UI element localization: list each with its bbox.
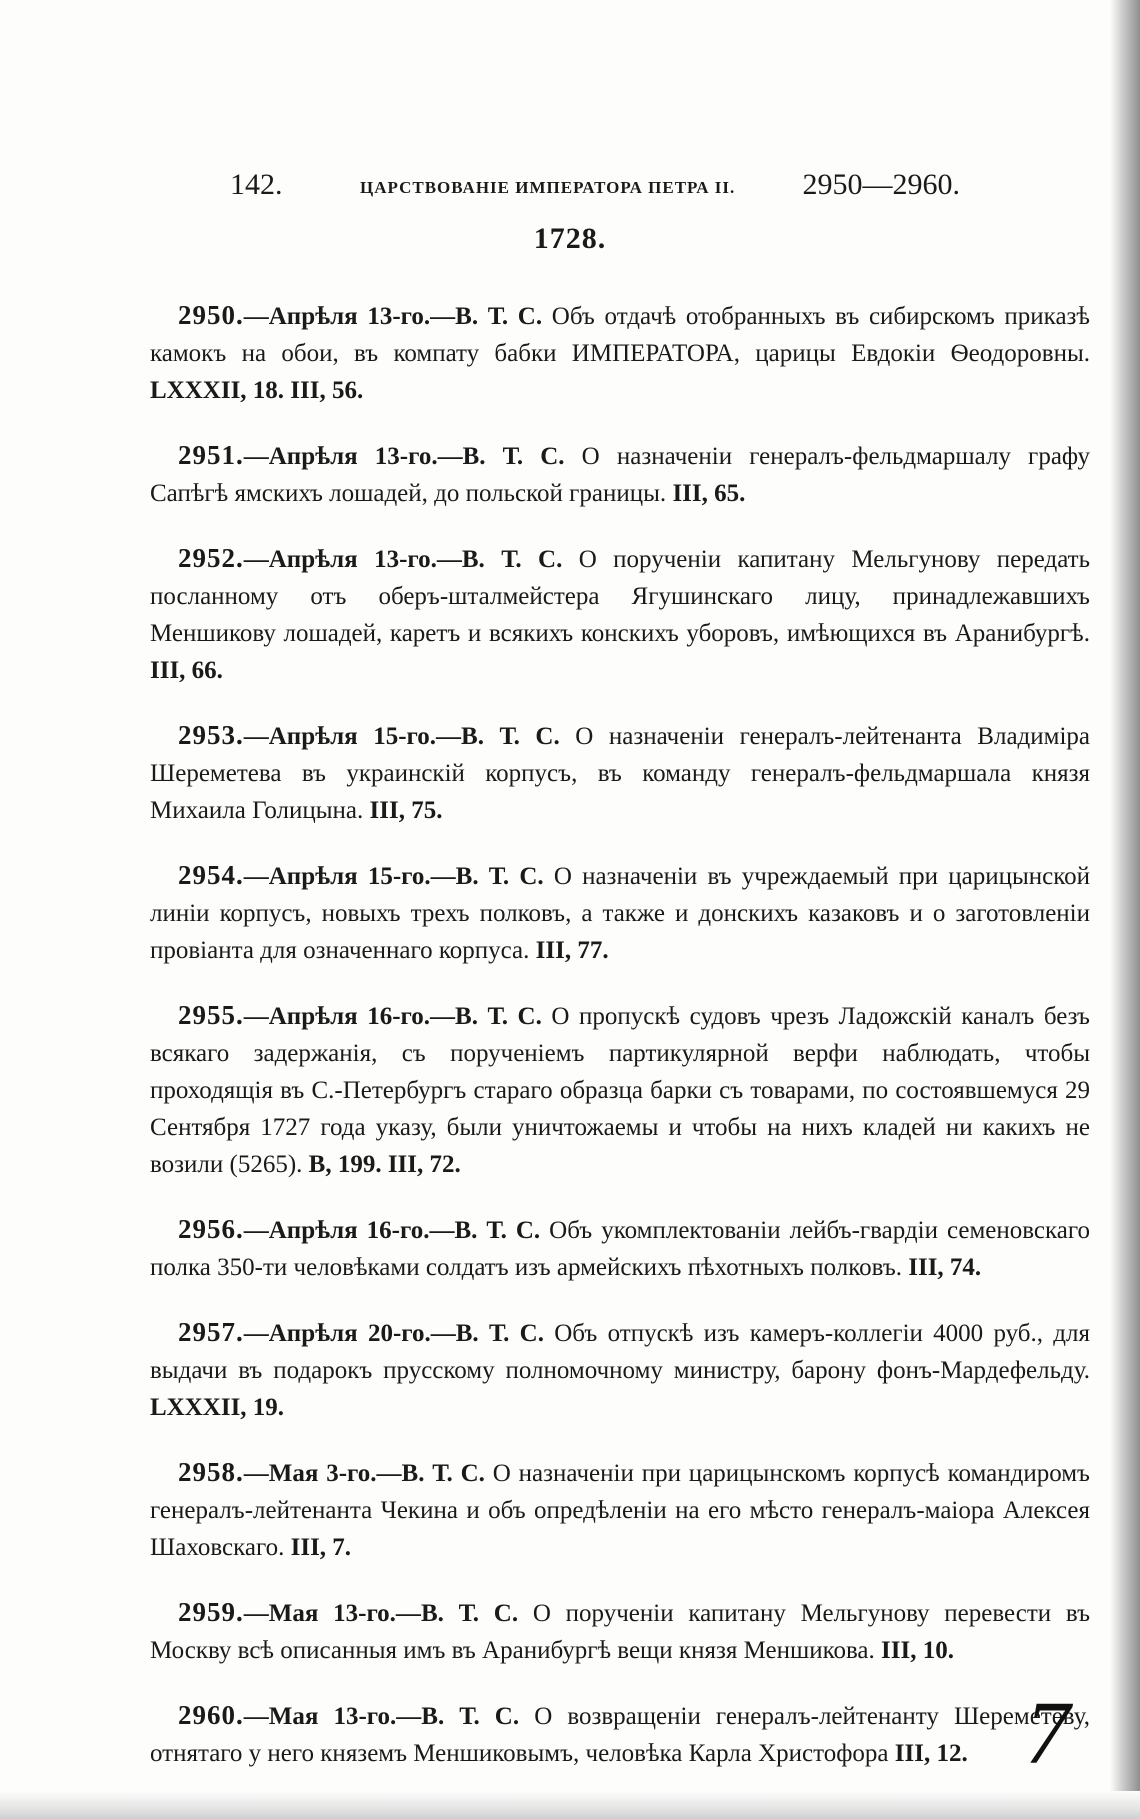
entry-2957 <box>150 1314 1090 1426</box>
entry-source: В. Т. С. <box>401 1460 485 1487</box>
entry-source: В. Т. С. <box>461 723 560 750</box>
entries-list <box>150 272 1090 1800</box>
entry-number: 2958. <box>178 1457 244 1487</box>
entry-text: О возвращеніи генералъ-лейтенанту Шереметеву, отнятаго у него княземъ Меншиковымъ, человѣка Карла Христофора <box>150 1703 1091 1767</box>
entry-text: О пропускѣ судовъ чрезъ Ладожскій каналъ безъ всякаго задержанія, съ порученіемъ партикулярной верфи наблюдать, чтобы проходящія въ С.-Петербургъ стараго образца барки съ товарами, по состоявшемуся 29 Сентября 1727 года указу, были уничтожаемы и чтобы на нихъ кладей ни какихъ не возили (5265). <box>150 1003 1090 1178</box>
entry-2952 <box>150 540 1090 689</box>
entry-number: 2956. <box>178 1214 244 1244</box>
entry-date: —Мая 3-го.— <box>243 1460 402 1487</box>
entry-source: В. Т. С. <box>455 1320 544 1347</box>
entry-references: III, 66. <box>150 657 223 684</box>
entry-source: В. Т. С. <box>455 1003 542 1030</box>
entry-number: 2957. <box>178 1317 244 1347</box>
entry-text: О назначеніи генералъ-лейтенанта Владиміра Шереметева въ украинскій корпусъ, въ команду генералъ-фельдмаршала князя Михаила Голицына. <box>150 723 1091 824</box>
entry-2954 <box>150 857 1090 969</box>
page-header <box>150 168 1020 208</box>
entry-2956 <box>150 1211 1090 1286</box>
page-bottom-shadow <box>0 1791 1140 1819</box>
entry-2958 <box>150 1454 1090 1566</box>
entry-references: III, 74. <box>908 1254 982 1281</box>
entry-source: В. Т. С. <box>421 1703 520 1730</box>
entry-references: LXXXII, 19. <box>150 1394 285 1421</box>
entry-references: III, 77. <box>535 937 609 964</box>
entry-date: —Апрѣля 20-го.— <box>243 1320 456 1347</box>
entry-date: —Апрѣля 13-го.— <box>243 303 456 330</box>
page-number: 142. <box>230 168 283 201</box>
entry-references: III, 65. <box>672 480 746 507</box>
entry-number: 2952. <box>178 543 244 573</box>
entry-date: —Апрѣля 15-го.— <box>243 723 462 750</box>
entry-2953 <box>150 717 1090 829</box>
entry-date: —Мая 13-го.— <box>243 1600 421 1627</box>
entry-date: —Апрѣля 16-го.— <box>243 1217 455 1244</box>
entry-number: 2960. <box>178 1700 244 1730</box>
entry-references: III, 12. <box>894 1740 968 1767</box>
entry-date: —Апрѣля 16-го.— <box>243 1003 456 1030</box>
entry-number: 2951. <box>178 440 244 470</box>
entry-text: Объ укомплектованіи лейбъ-гвардіи семеновскаго полка 350-ти человѣками солдатъ изъ армейскихъ пѣхотныхъ полковъ. <box>150 1217 1090 1281</box>
entry-number: 2959. <box>178 1597 244 1627</box>
entry-source: В. Т. С. <box>462 443 565 470</box>
entry-references: В, 199. III, 72. <box>308 1151 461 1178</box>
entry-text: О назначеніи генералъ-фельдмаршалу графу Сапѣгѣ ямскихъ лошадей, до польской границы. <box>150 443 1090 507</box>
entry-2960 <box>150 1697 1090 1772</box>
entry-source: В. Т. С. <box>454 1217 541 1244</box>
entry-text: О порученіи капитану Мельгунову перевести въ Москву всѣ описанныя имъ въ Аранибургѣ вещи князя Меншикова. <box>150 1600 1090 1664</box>
entry-references: III, 10. <box>881 1637 954 1664</box>
entry-date: —Апрѣля 15-го.— <box>243 863 456 890</box>
entry-text: Объ отдачѣ отобранныхъ въ сибирскомъ приказѣ камокъ на обои, въ компату бабки ИМПЕРАТОРА, царицы Евдокіи Ѳеодоровны. <box>150 303 1091 367</box>
entry-references: LXXXII, 18. III, 56. <box>150 377 364 404</box>
entry-date: —Мая 13-го.— <box>243 1703 422 1730</box>
entry-number: 2954. <box>178 860 244 890</box>
entry-source: В. Т. С. <box>455 863 544 890</box>
entry-2955 <box>150 997 1090 1183</box>
corner-mark: 7 <box>1025 1684 1070 1783</box>
entry-references: III, 7. <box>290 1534 352 1561</box>
entry-number: 2953. <box>178 720 244 750</box>
entry-text: О порученіи капитану Мельгунову передать посланному отъ оберъ-шталмейстера Ягушинскаго лицу, принадлежавшихъ Меншикову лошадей, каретъ и всякихъ конскихъ уборовъ, имѣющихся въ Аранибургѣ. <box>150 546 1090 647</box>
entry-2951 <box>150 437 1090 512</box>
entry-date: —Апрѣля 13-го.— <box>243 443 463 470</box>
entry-text: О назначеніи при царицынскомъ корпусѣ командиромъ генералъ-лейтенанта Чекина и объ опредѣленіи на его мѣсто генералъ-маіора Алексея Шаховскаго. <box>150 1460 1090 1561</box>
entry-text: Объ отпускѣ изъ камеръ-коллегіи 4000 руб., для выдачи въ подарокъ прусскому полномочному министру, барону фонъ-Мардефельду. <box>150 1320 1090 1384</box>
entry-source: В. Т. С. <box>455 303 543 330</box>
entry-range: 2950—2960. <box>802 168 960 201</box>
entry-source: В. Т. С. <box>420 1600 519 1627</box>
entry-2950 <box>150 297 1090 409</box>
entry-date: —Апрѣля 13-го.— <box>243 546 462 573</box>
entry-text: О назначеніи въ учреждаемый при царицынской линіи корпусъ, новыхъ трехъ полковъ, а также и донскихъ казаковъ и о заготовленіи провіанта для означеннаго корпуса. <box>150 863 1090 964</box>
page-edge-shadow <box>1110 0 1140 1819</box>
entry-source: В. Т. С. <box>461 546 563 573</box>
entry-references: III, 75. <box>369 797 443 824</box>
entry-number: 2950. <box>178 300 244 330</box>
year-heading: 1728. <box>533 222 607 255</box>
running-title: ЦАРСТВОВАНІЕ ИМПЕРАТОРА ПЕТРА II. <box>360 178 736 197</box>
entry-2959 <box>150 1594 1090 1669</box>
entry-number: 2955. <box>178 1000 244 1030</box>
